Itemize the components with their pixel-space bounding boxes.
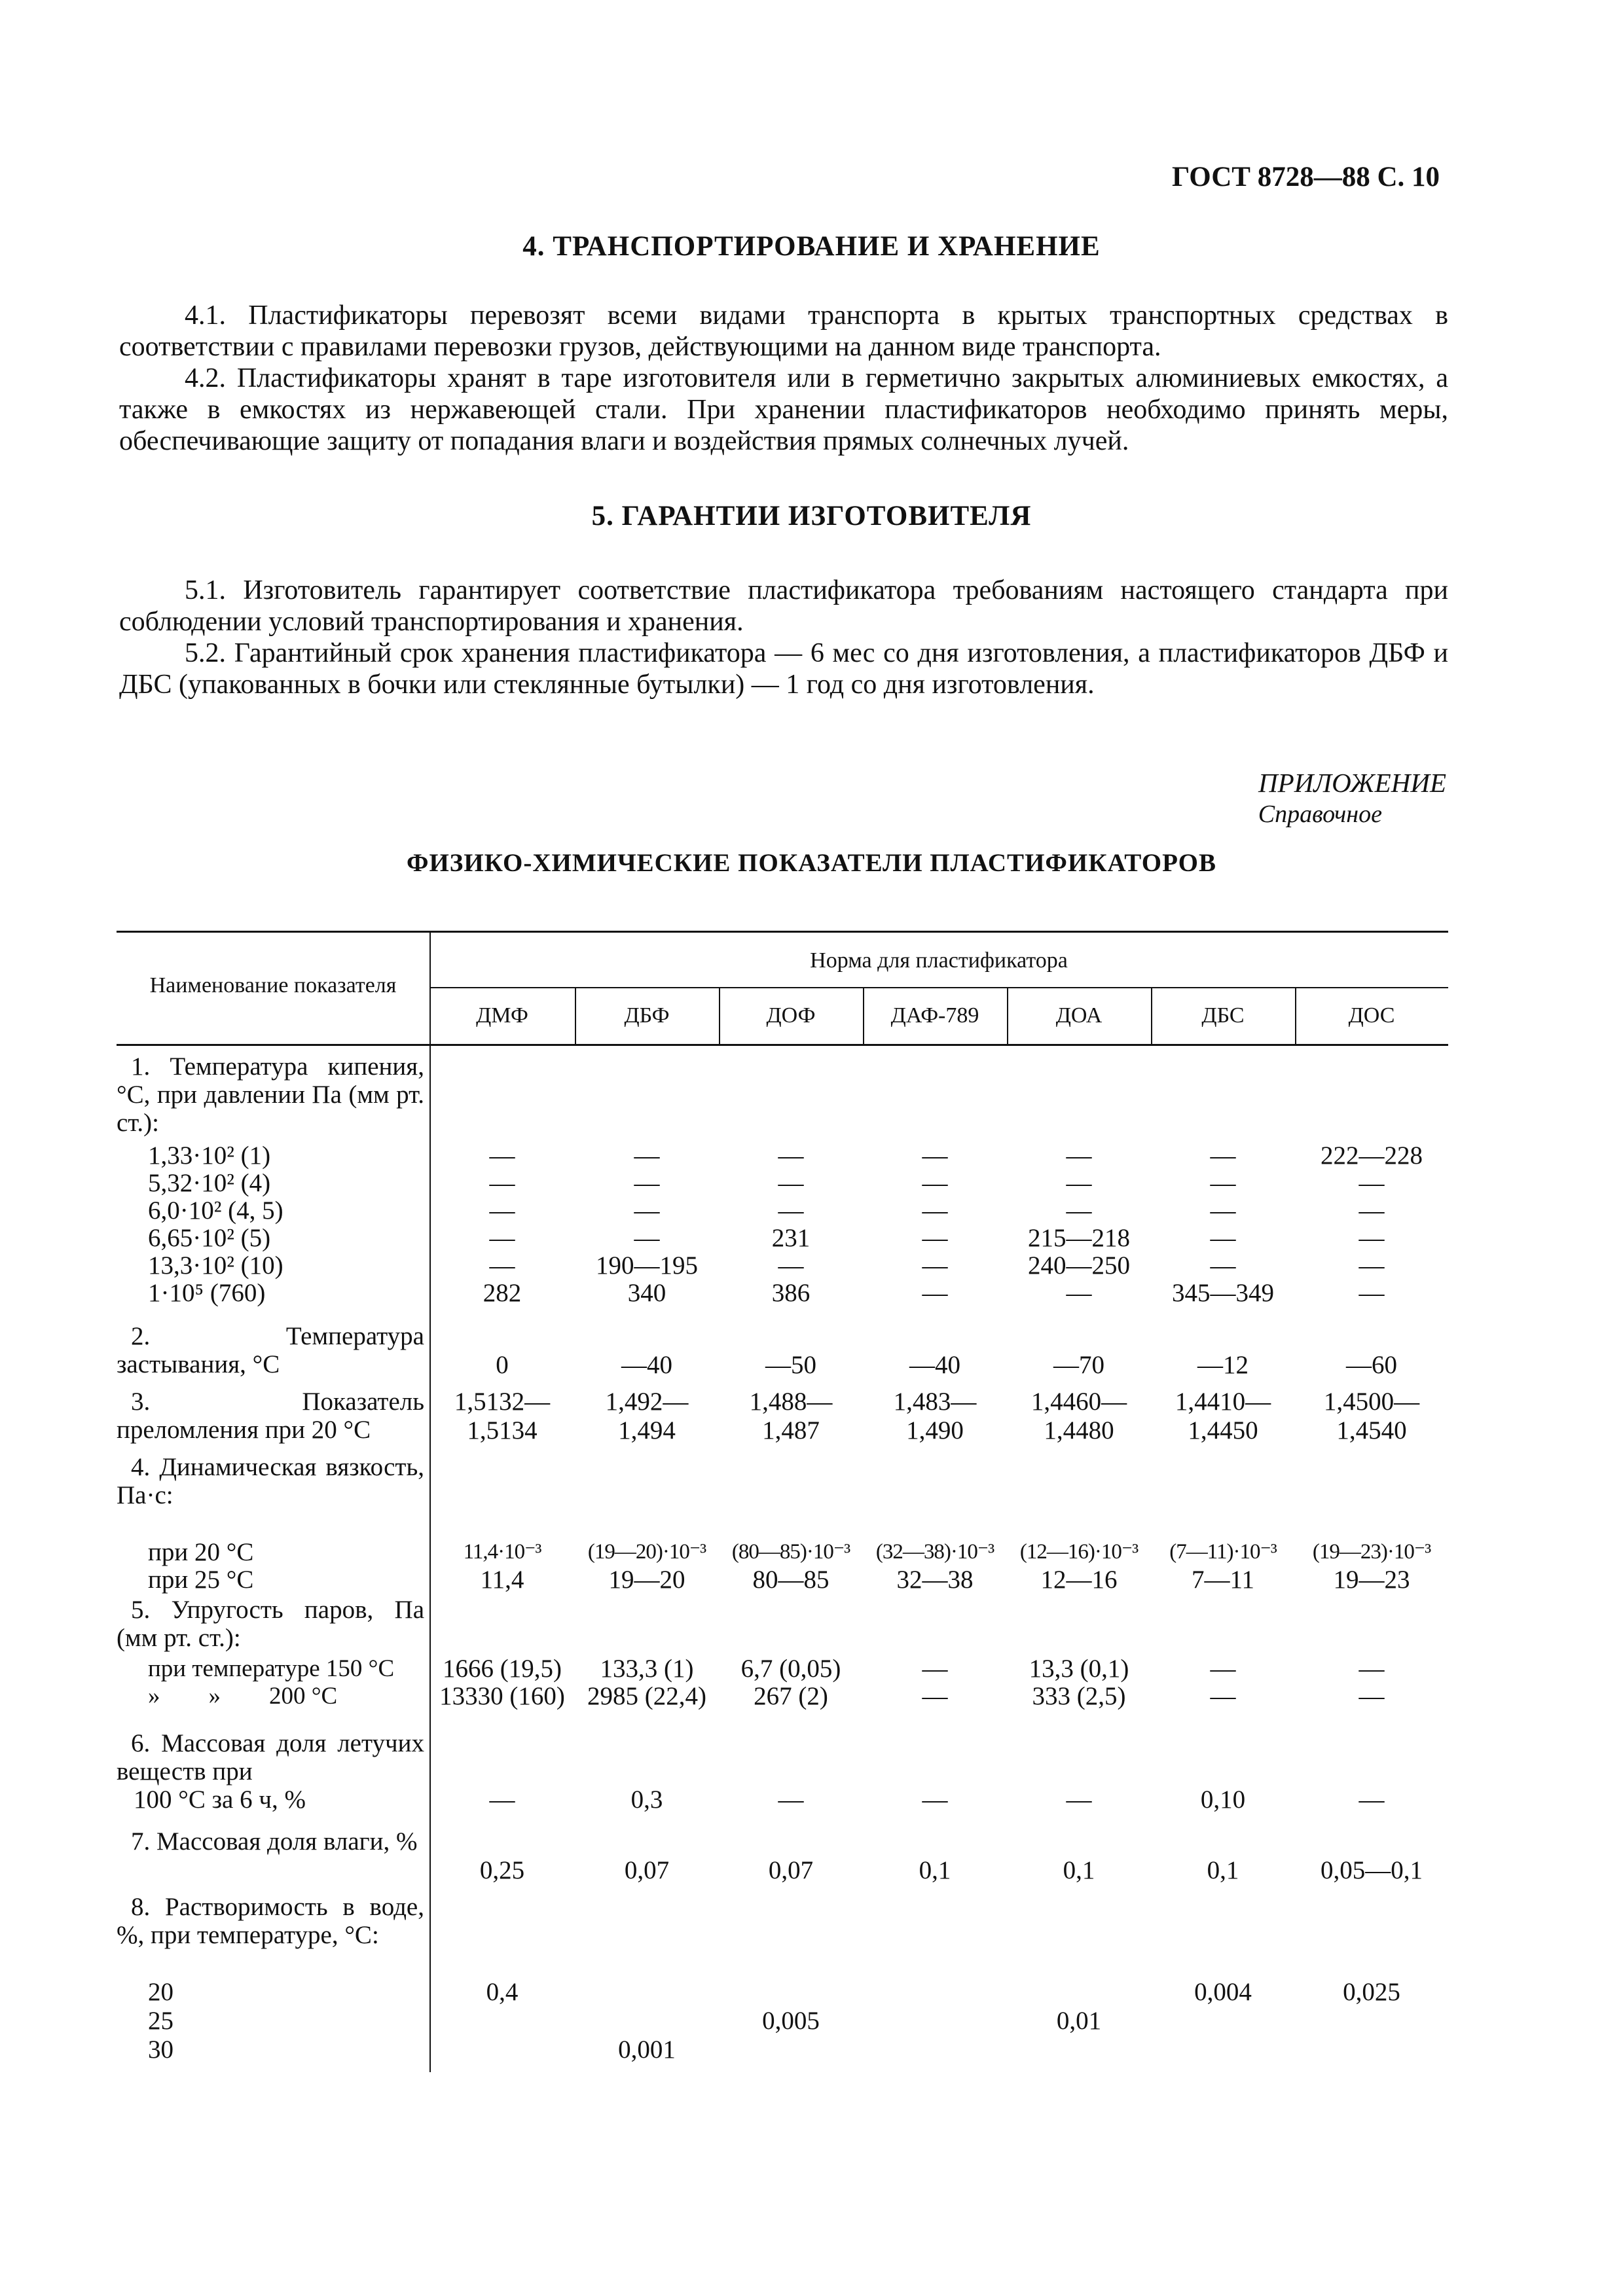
paragraph-4-2: 4.2. Пластификаторы хранят в таре изготовителя или в герметично закрытых алюминиевых емкостях, а также в емкостях из нержавеющей стали. При хранении пластификаторов необходимо принять меры, обеспечивающие защиту от попадания влаги и воздействия прямых солнечных лучей.	[119, 363, 1448, 456]
paragraph-5-1: 5.1. Изготовитель гарантирует соответствие пластификатора требованиям настоящего стандарта при соблюдении условий транспортирования и хранения.	[119, 575, 1448, 637]
table-cell: 0,07	[768, 1856, 814, 1884]
row-label-refraction: 3. Показатель преломления при 20 °С	[117, 1388, 424, 1444]
table-cell: —	[1359, 1224, 1385, 1252]
paragraph-5-2: 5.2. Гарантийный срок хранения пластификатора — 6 мес со дня изготовления, а пластификаторов ДБФ и ДБС (упакованных в бочки или стеклянные бутылки) — 1 год со дня изготовления.	[119, 638, 1448, 700]
row-sub-pressure: 6,65·10² (5)	[148, 1224, 271, 1252]
table-cell: 6,7 (0,05)	[740, 1655, 841, 1683]
table-cell: 190—195	[596, 1251, 698, 1280]
row-sub-pressure: 6,0·10² (4, 5)	[148, 1196, 283, 1225]
table-cell: —	[778, 1169, 804, 1197]
table-cell: —	[1210, 1251, 1236, 1280]
table-cell: (12—16)·10⁻³	[1019, 1540, 1139, 1564]
table-cell: —	[1066, 1785, 1092, 1814]
table-cell: —	[634, 1169, 660, 1197]
table-cell: 0,07	[624, 1856, 670, 1884]
table-cell: —	[1359, 1196, 1385, 1225]
column-header-3: ДОФ	[766, 1003, 816, 1028]
table-cell: 1,4540	[1336, 1416, 1407, 1444]
table-cell: 133,3 (1)	[600, 1655, 694, 1683]
column-header-7: ДОС	[1348, 1003, 1395, 1028]
row-sub-vapor-temp: при температуре 150 °С	[148, 1655, 395, 1682]
table-cell: 340	[627, 1279, 666, 1307]
table-cell: —	[922, 1655, 948, 1683]
row-label-boiling: 1. Температура кипения, °С, при давлении Па (мм рт. ст.):	[117, 1052, 424, 1137]
table-title: ФИЗИКО-ХИМИЧЕСКИЕ ПОКАЗАТЕЛИ ПЛАСТИФИКАТОРОВ	[406, 849, 1217, 877]
row-sub-vapor-temp: » » 200 °С	[148, 1683, 338, 1710]
table-cell: —	[1066, 1196, 1092, 1225]
column-divider	[863, 987, 864, 1044]
row-label-pour-point: 2. Температура застывания, °С	[117, 1322, 424, 1378]
table-cell: —40	[909, 1351, 960, 1379]
table-cell: 12—16	[1040, 1566, 1118, 1594]
table-cell: 1,487	[762, 1416, 820, 1444]
table-cell: 1,4410—	[1175, 1388, 1271, 1416]
table-cell: 231	[771, 1224, 811, 1252]
row-sub-pressure: 1,33·10² (1)	[148, 1141, 271, 1170]
table-cell: 1,4450	[1188, 1416, 1258, 1444]
table-cell: (32—38)·10⁻³	[875, 1540, 994, 1564]
column-header-4: ДАФ-789	[890, 1003, 979, 1028]
row-sub-temperature: при 25 °С	[148, 1566, 254, 1594]
column-divider	[1151, 987, 1152, 1044]
column-header-6: ДБС	[1201, 1003, 1245, 1028]
table-cell: 386	[771, 1279, 811, 1307]
table-cell: 1,4460—	[1030, 1388, 1127, 1416]
table-cell: 1,5134	[467, 1416, 538, 1444]
label-column-divider	[429, 931, 431, 2072]
table-cell: —50	[765, 1351, 816, 1379]
table-cell: 222—228	[1321, 1141, 1423, 1170]
table-cell: 0,10	[1200, 1785, 1246, 1814]
row-sub-solubility-temp: 25	[148, 2007, 173, 2035]
table-cell: (80—85)·10⁻³	[731, 1540, 850, 1564]
table-cell: —	[1359, 1785, 1385, 1814]
table-cell: 0,01	[1056, 2007, 1102, 2035]
page-header: ГОСТ 8728—88 С. 10	[1171, 162, 1440, 192]
table-cell: 1,4480	[1044, 1416, 1114, 1444]
table-cell: 0,005	[762, 2007, 820, 2035]
table-cell: —	[922, 1169, 948, 1197]
row-sub-solubility-temp: 20	[148, 1978, 173, 2006]
table-cell: 0,1	[919, 1856, 951, 1884]
table-cell: 13,3 (0,1)	[1029, 1655, 1129, 1683]
table-cell: 19—20	[608, 1566, 685, 1594]
table-cell: 11,4·10⁻³	[463, 1540, 541, 1564]
column-divider	[575, 987, 576, 1044]
table-cell: 0,05—0,1	[1321, 1856, 1423, 1884]
column-divider	[719, 987, 720, 1044]
table-cell: 32—38	[896, 1566, 974, 1594]
section-4-title: 4. ТРАНСПОРТИРОВАНИЕ И ХРАНЕНИЕ	[522, 231, 1101, 262]
row-label-vapor-pressure: 5. Упругость паров, Па (мм рт. ст.):	[117, 1596, 424, 1652]
table-cell: —60	[1346, 1351, 1397, 1379]
column-header-name: Наименование показателя	[149, 973, 397, 997]
table-cell: 2985 (22,4)	[587, 1682, 706, 1710]
table-cell: 80—85	[752, 1566, 830, 1594]
table-cell: —	[1359, 1279, 1385, 1307]
table-cell: —	[489, 1141, 515, 1170]
table-cell: 7—11	[1191, 1566, 1255, 1594]
table-cell: 345—349	[1172, 1279, 1274, 1307]
header-bottom-rule	[117, 1044, 1448, 1046]
row-label-moisture: 7. Массовая доля влаги, %	[131, 1827, 418, 1856]
row-sub-pressure: 5,32·10² (4)	[148, 1169, 271, 1197]
table-cell: —	[1210, 1224, 1236, 1252]
table-cell: 0,001	[618, 2036, 676, 2064]
table-cell: 240—250	[1028, 1251, 1130, 1280]
table-cell: —	[1359, 1655, 1385, 1683]
table-top-rule	[117, 931, 1448, 933]
table-cell: 1,483—	[893, 1388, 977, 1416]
table-cell: —	[489, 1785, 515, 1814]
table-cell: —	[922, 1196, 948, 1225]
table-cell: 1,492—	[605, 1388, 689, 1416]
table-cell: —	[778, 1196, 804, 1225]
table-cell: 1,5132—	[454, 1388, 551, 1416]
table-cell: —	[922, 1251, 948, 1280]
table-cell: —	[634, 1196, 660, 1225]
section-5-body	[119, 575, 1448, 700]
table-cell: —	[1359, 1169, 1385, 1197]
table-cell: —	[922, 1785, 948, 1814]
table-cell: 1666 (19,5)	[443, 1655, 562, 1683]
column-group-header: Норма для пластификатора	[810, 948, 1068, 973]
table-cell: 333 (2,5)	[1032, 1682, 1126, 1710]
appendix-title: ПРИЛОЖЕНИЕ	[1258, 768, 1446, 798]
table-cell: —	[778, 1141, 804, 1170]
column-divider	[1295, 987, 1296, 1044]
table-cell: —	[489, 1224, 515, 1252]
table-cell: —	[1066, 1141, 1092, 1170]
row-label-viscosity: 4. Динамическая вязкость, Па·с:	[117, 1453, 424, 1509]
table-cell: —70	[1053, 1351, 1104, 1379]
table-cell: (19—23)·10⁻³	[1312, 1540, 1431, 1564]
table-cell: 282	[483, 1279, 522, 1307]
table-cell: —	[778, 1251, 804, 1280]
table-cell: (7—11)·10⁻³	[1169, 1540, 1277, 1564]
table-cell: (19—20)·10⁻³	[587, 1540, 706, 1564]
table-cell: —	[922, 1224, 948, 1252]
table-cell: —12	[1197, 1351, 1249, 1379]
table-cell: —	[778, 1785, 804, 1814]
row-sub-pressure: 1·10⁵ (760)	[148, 1279, 266, 1307]
table-cell: —	[1210, 1169, 1236, 1197]
table-cell: 1,494	[618, 1416, 676, 1444]
row-sub-volatiles: 100 °С за 6 ч, %	[134, 1785, 306, 1814]
table-cell: 1,488—	[749, 1388, 833, 1416]
table-cell: —	[1066, 1279, 1092, 1307]
table-cell: 11,4	[480, 1566, 524, 1594]
table-cell: 1,490	[906, 1416, 964, 1444]
table-cell: 1,4500—	[1323, 1388, 1420, 1416]
table-cell: —	[1359, 1682, 1385, 1710]
row-label-solubility: 8. Растворимость в воде, %, при температуре, °С:	[117, 1893, 424, 1949]
section-4-body	[119, 300, 1448, 457]
table-cell: —	[634, 1141, 660, 1170]
table-cell: 215—218	[1028, 1224, 1130, 1252]
table-cell: —	[1066, 1169, 1092, 1197]
table-cell: 267 (2)	[754, 1682, 828, 1710]
table-cell: —	[1359, 1251, 1385, 1280]
column-divider	[1007, 987, 1008, 1044]
appendix-label	[1258, 767, 1446, 830]
table-cell: —	[489, 1169, 515, 1197]
table-cell: —	[1210, 1196, 1236, 1225]
table-cell: —	[489, 1196, 515, 1225]
table-cell: 19—23	[1333, 1566, 1410, 1594]
section-5-title: 5. ГАРАНТИИ ИЗГОТОВИТЕЛЯ	[591, 501, 1032, 531]
table-cell: 13330 (160)	[439, 1682, 565, 1710]
table-cell: 0,3	[630, 1785, 663, 1814]
table-cell: 0,004	[1194, 1978, 1252, 2006]
table-cell: —40	[621, 1351, 672, 1379]
table-cell: —	[489, 1251, 515, 1280]
table-cell: 0,025	[1343, 1978, 1400, 2006]
row-sub-solubility-temp: 30	[148, 2036, 173, 2064]
table-cell: —	[922, 1279, 948, 1307]
row-label-volatiles: 6. Массовая доля летучих веществ при	[117, 1729, 424, 1785]
table-cell: —	[922, 1141, 948, 1170]
table-cell: —	[1210, 1655, 1236, 1683]
table-cell: 0,25	[479, 1856, 525, 1884]
column-header-1: ДМФ	[476, 1003, 528, 1028]
column-header-5: ДОА	[1055, 1003, 1103, 1028]
appendix-type: Справочное	[1258, 800, 1382, 828]
table-cell: —	[922, 1682, 948, 1710]
table-cell: —	[1210, 1141, 1236, 1170]
column-header-2: ДБФ	[624, 1003, 670, 1028]
table-cell: 0,1	[1063, 1856, 1095, 1884]
table-cell: —	[1210, 1682, 1236, 1710]
table-cell: 0	[496, 1351, 509, 1379]
row-sub-pressure: 13,3·10² (10)	[148, 1251, 283, 1280]
table-cell: 0,1	[1207, 1856, 1239, 1884]
row-sub-temperature: при 20 °С	[148, 1538, 254, 1566]
paragraph-4-1: 4.1. Пластификаторы перевозят всеми видами транспорта в крытых транспортных средствах в соответствии с правилами перевозки грузов, действующими на данном виде транспорта.	[119, 300, 1448, 362]
table-cell: 0,4	[486, 1978, 519, 2006]
table-cell: —	[634, 1224, 660, 1252]
